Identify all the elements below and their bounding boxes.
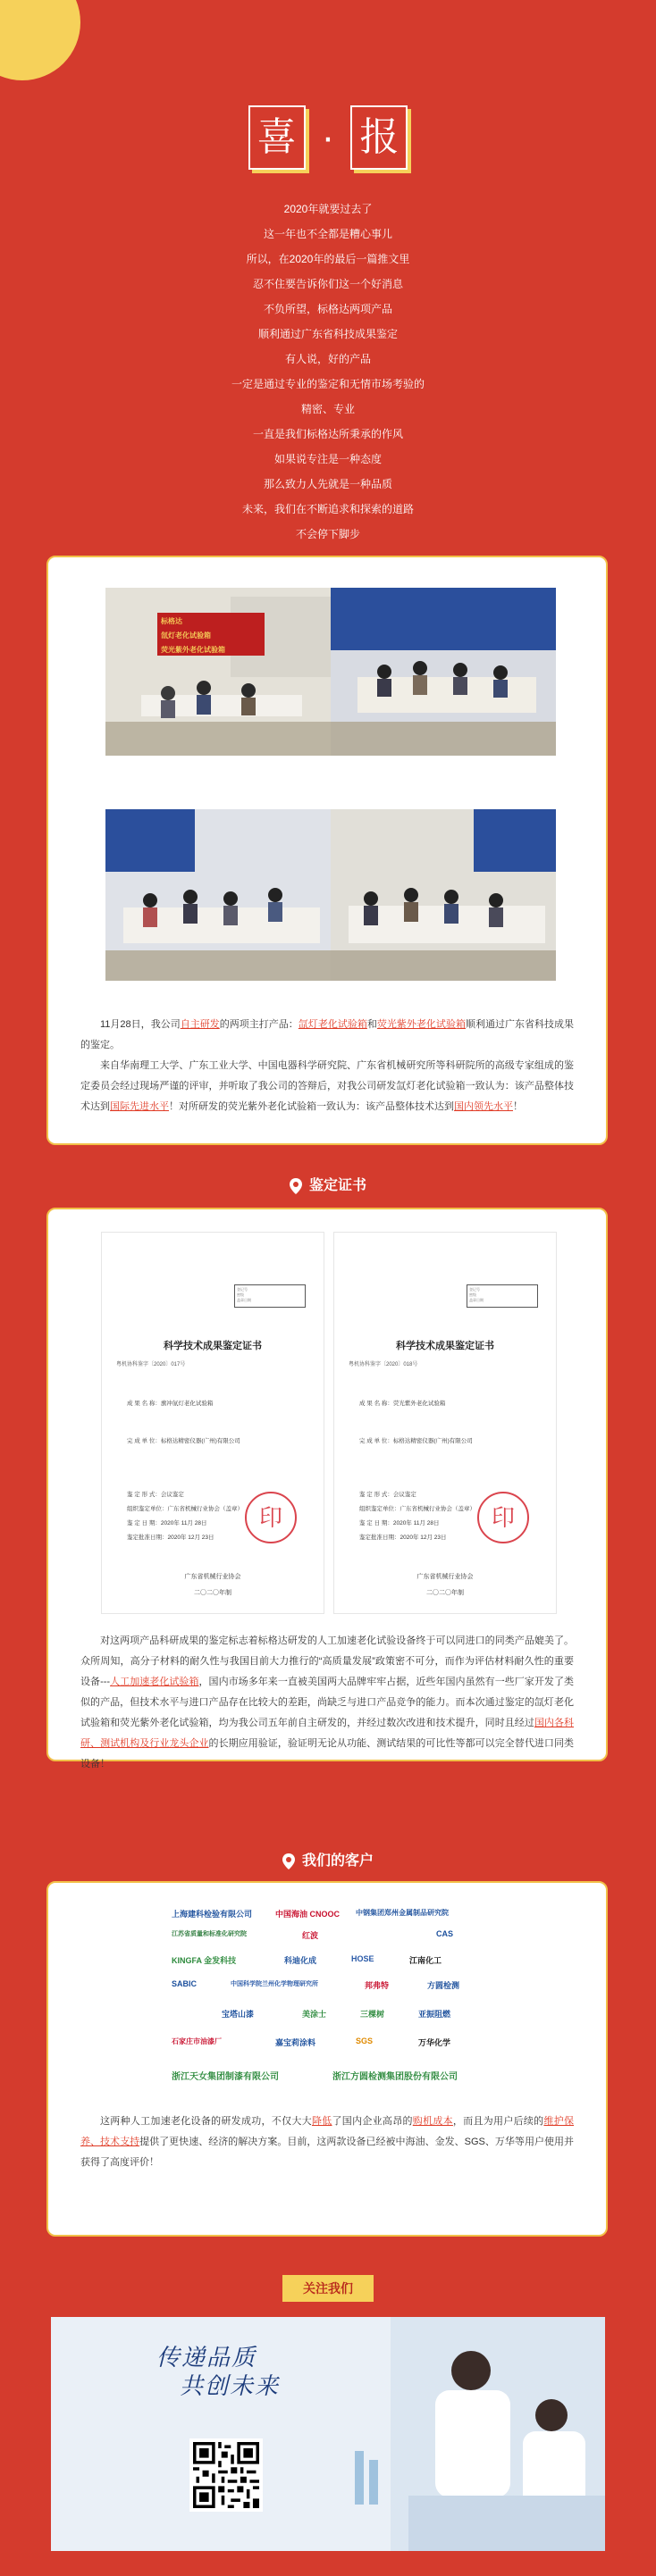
meeting-photo-4 [331,809,556,981]
wechat-qr-code[interactable] [189,2438,263,2512]
client-logo: 江南化工 [409,1956,442,1965]
headline [0,105,656,170]
highlight-uv-chamber: 荧光紫外老化试验箱 [376,1019,466,1030]
footer-slogan [156,2344,280,2401]
poem-line: 精密、专业 [300,403,355,415]
stamp-lines [467,1285,537,1305]
poem-line: 忍不住要告诉你们这一个好消息 [252,278,403,290]
text-segment: 11月28日，我公司 [100,1019,181,1030]
stamp-line: 密级 [237,1292,244,1297]
poem-line: 那么致力人先就是一种品质 [263,478,392,490]
sun-decoration [0,0,80,80]
footer-banner [51,2317,605,2551]
highlight-purchase-cost: 购机成本 [412,2116,453,2127]
clients-card [46,1881,608,2237]
client-logo: 邦弗特 [365,1981,390,1990]
cert-footer-date: 二〇二〇年制 [194,1590,231,1596]
highlight-research-institutes: 国内各科研、测试机构及行业龙头企业 [80,1718,574,1749]
text-segment: ，而且为用户后续的 [452,2116,544,2127]
cert-section-title [0,1174,656,1194]
client-logo: 江苏省质量和标准化研究院 [172,1931,247,1937]
label: 鉴 定 日 期： [127,1520,161,1526]
cert-form-line [127,1490,184,1498]
client-logo: 亚振阻燃 [418,2010,451,2019]
red-seal-stamp: 印 [245,1492,297,1543]
client-logo: 万华化学 [418,2038,451,2047]
label: 鉴 定 形 式： [359,1492,393,1498]
client-logo: 中国科学院兰州化学物理研究所 [231,1981,318,1987]
highlight-maintenance-support: 维护保养、技术支持 [80,2116,575,2147]
highlight-xenon-chamber: 氙灯老化试验箱 [298,1019,367,1030]
cert-date-line [127,1518,206,1526]
slogan-line-2: 共创未来 [180,2373,281,2400]
client-logo: 浙江天女集团制漆有限公司 [172,2072,279,2082]
highlight-domestic-level: 国内领先水平 [454,1101,513,1112]
client-logo: 上海建科检验有限公司 [172,1910,253,1919]
text-segment: 的两项主打产品： [219,1019,299,1030]
qr-code-icon [193,2442,259,2508]
cert-footer-org: 广东省机械行业协会 [416,1574,474,1580]
client-logo: 方圆检测 [427,1981,460,1990]
client-logo: 中国海油 CNOOC [275,1910,341,1919]
clients-paragraph [80,2112,574,2173]
cert-code: 粤机协科鉴字〔2020〕017号 [116,1362,186,1367]
cert-approve-line [359,1533,447,1541]
certificate-1 [102,1233,324,1613]
title-char-bao: 报 [350,105,408,170]
highlight-aging-chamber: 人工加速老化试验箱 [110,1677,199,1687]
stamp-line: 登记号 [469,1287,480,1292]
label: 鉴 定 日 期： [359,1520,393,1526]
stamp-lines [235,1285,305,1305]
poem-line: 一定是通过专业的鉴定和无情市场考验的 [231,378,425,390]
clients-section-title [0,1849,656,1869]
value: 2020年 11月 28日 [392,1520,440,1526]
value: 2020年 11月 28日 [160,1520,207,1526]
certificate-card [46,1208,608,1769]
cert-org-line [127,1436,240,1444]
cert-name-line [127,1399,213,1407]
banner-line: 荧光紫外老化试验箱 [161,646,225,654]
meeting-para-1 [80,1015,574,1056]
label: 成 果 名 称： [359,1401,393,1407]
stamp-line: 盖章日期 [469,1298,484,1302]
label: 完 成 单 位： [359,1438,393,1444]
client-logo: KINGFA 金发科技 [172,1956,237,1965]
cert-approve-line [127,1533,214,1541]
cert-host-line [359,1504,475,1512]
text-segment: 了国内企业高昂的 [332,2116,413,2127]
client-logo: 红波 [302,1931,319,1940]
label: 成 果 名 称： [127,1401,161,1407]
value: 广东省机械行业协会（盖章） [399,1506,475,1512]
poem-line: 一直是我们标格达所秉承的作风 [252,428,403,440]
label: 完 成 单 位： [127,1438,161,1444]
stamp-line: 盖章日期 [237,1298,251,1302]
poem-line: 有人说，好的产品 [284,353,371,365]
cert-org-line [359,1436,473,1444]
client-logo: SGS [356,2037,374,2045]
client-logo: 美涂士 [302,2010,327,2019]
cert-paragraph [80,1631,574,1775]
meeting-card [46,556,608,1145]
text-segment: ！ [513,1101,523,1112]
poem-line: 顺利通过广东省科技成果鉴定 [257,328,398,340]
cert-registration-table [467,1284,538,1308]
poem-line: 这一年也不全都是糟心事儿 [263,228,392,240]
label: 鉴 定 形 式： [127,1492,161,1498]
meeting-para-2 [80,1056,574,1117]
meeting-photo-4-art [331,809,556,981]
text-segment: 的长期应用验证，验证明无论从功能、测试结果的可比性等都可以完全替代进口同类设备！ [80,1738,574,1769]
cert-heading: 科学技术成果鉴定证书 [164,1341,262,1351]
client-logo: 三棵树 [360,2010,385,2019]
cert-name-line [359,1399,445,1407]
meeting-paragraph [80,1015,574,1117]
highlight-self-developed: 自主研发 [180,1019,220,1030]
stamp-line: 登记号 [237,1287,248,1292]
label: 组织鉴定单位： [127,1506,168,1512]
meeting-photo-3-art [105,809,331,981]
poem-line: 不会停下脚步 [295,528,360,540]
meeting-photo-2 [331,588,556,756]
text-segment: 来自华南理工大学、广东工业大学、中国电器科学研究院、广东省机械研究所等科研院所的高级专家组成的鉴定委员会经过现场严谨的评审，并听取了我公司的答辩后，对我公司研发氙灯老化试验箱一致认为：该产品整体技术达到 [80,1060,574,1112]
poem-line: 2020年就要过去了 [283,203,373,215]
cert-footer-date: 二〇二〇年制 [426,1590,464,1596]
value: 广东省机械行业协会（盖章） [167,1506,243,1512]
text-segment: ，国内市场多年来一直被美国两大品牌牢牢占据，近些年国内虽然有一些厂家开发了类似的产品，但技术水平与进口产品存在比较大的差距，尚缺乏与进口产品竞争的能力。而本次通过鉴定的氙灯老化试验箱和荧光紫外老化试验箱，均为我公司五年前自主研发的，并经过数次改进和技术提升，同时且经过 [80,1677,575,1728]
client-logo: 浙江方圆检测集团股份有限公司 [332,2072,458,2082]
value: 荧光紫外老化试验箱 [392,1401,446,1407]
text-segment: 和 [366,1019,377,1030]
cert-para [80,1631,574,1775]
highlight-international-level: 国际先进水平 [110,1101,169,1112]
text-segment: 对这两项产品科研成果的鉴定标志着标格达研发的人工加速老化试验设备终于可以同进口的同类产品媲美了。众所周知，高分子材料的耐久性与我国目前大力推行的“高质量发展”政策密不可分，而作为评估材料耐久性的重要设备--- [80,1635,574,1687]
follow-us-label: 关注我们 [282,2275,374,2302]
value: 会议鉴定 [160,1492,184,1498]
label: 组织鉴定单位： [359,1506,400,1512]
title-dot: · [321,115,335,159]
client-logo: 石家庄市油漆厂 [172,2037,222,2045]
client-logo: 嘉宝莉涂料 [275,2038,316,2047]
value: 2020年 12月 23日 [167,1535,214,1541]
cert-form-line [359,1490,416,1498]
cert-host-line [127,1504,243,1512]
lab-scene-art [51,2317,605,2551]
poem-line: 未来，我们在不断追求和探索的道路 [241,503,414,515]
text-segment: ！对所研发的荧光紫外老化试验箱一致认为：该产品整体技术达到 [169,1101,454,1112]
client-logo: 科迪化成 [284,1956,317,1965]
value: 2020年 12月 23日 [399,1535,447,1541]
meeting-banner [157,613,265,656]
banner-line: 标格达 [161,617,182,625]
client-logo: SABIC [172,1979,198,1988]
location-pin-icon [282,1853,295,1869]
certificate-2 [334,1233,556,1613]
cert-code: 粤机协科鉴字〔2020〕018号 [349,1362,418,1367]
cert-section-label: 鉴定证书 [308,1178,366,1193]
label: 鉴定批准日期： [359,1535,400,1541]
cert-registration-table [234,1284,306,1308]
value: 标格达精密仪器(广州)有限公司 [160,1438,240,1444]
label: 鉴定批准日期： [127,1535,168,1541]
text-segment: 提供了更快速、经济的解决方案。目前，这两款设备已经被中海油、金发、SGS、万华等用户使用并获得了高度评价！ [80,2137,575,2168]
poem-line: 如果说专注是一种态度 [273,453,382,465]
announcement-poem [0,197,656,547]
text-segment: 顺利通过广东省科技成果的鉴定。 [80,1019,575,1050]
client-logo: 中钢集团郑州金属制品研究院 [356,1909,449,1917]
clients-section-label: 我们的客户 [301,1853,374,1869]
client-logo: HOSE [351,1954,374,1963]
clients-para [80,2112,574,2173]
client-logo-grid [168,1904,492,2097]
value: 旗冲氙灯老化试验箱 [160,1401,214,1407]
cert-footer-org: 广东省机械行业协会 [184,1574,241,1580]
poem-line: 不负所望，标格达两项产品 [263,303,392,315]
meeting-photo-2-art [331,588,556,756]
value: 会议鉴定 [392,1492,416,1498]
slogan-line-1: 传递品质 [156,2345,257,2371]
stamp-line: 密级 [469,1292,476,1297]
client-logo: 宝塔山漆 [222,2010,255,2019]
cert-heading: 科学技术成果鉴定证书 [396,1341,494,1351]
red-seal-stamp: 印 [477,1492,529,1543]
meeting-photo-1 [105,588,331,756]
meeting-photo-3 [105,809,331,981]
poem-line: 所以，在2020年的最后一篇推文里 [246,253,410,265]
highlight-reduce: 降低 [311,2116,332,2127]
cert-date-line [359,1518,439,1526]
client-logo: CAS [436,1929,454,1938]
value: 标格达精密仪器(广州)有限公司 [392,1438,473,1444]
title-char-xi: 喜 [248,105,306,170]
banner-line: 氙灯老化试验箱 [161,631,211,640]
location-pin-icon [290,1178,302,1194]
text-segment: 这两种人工加速老化设备的研发成功，不仅大大 [100,2116,312,2127]
